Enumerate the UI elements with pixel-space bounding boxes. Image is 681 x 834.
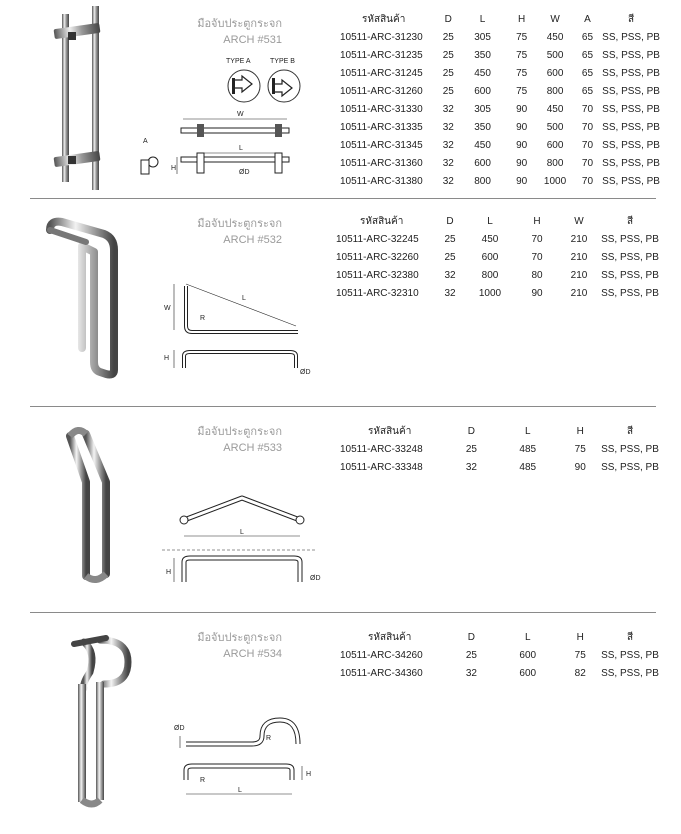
cell-color: SS, PSS, PB — [602, 157, 660, 169]
cell-w: 600 — [546, 139, 564, 151]
product-title-en: ARCH #531 — [223, 34, 282, 46]
table-header-row — [336, 212, 660, 230]
dim-l-label: L — [239, 145, 243, 152]
cell-d: 32 — [465, 461, 477, 473]
cell-d: 32 — [442, 103, 454, 115]
cell-code: 10511-ARC-31330 — [340, 103, 423, 115]
cell-color: SS, PSS, PB — [601, 667, 659, 679]
cell-color: SS, PSS, PB — [602, 139, 660, 151]
table-row — [340, 154, 660, 172]
product-section-arch-531 — [0, 0, 681, 200]
col-header-l: L — [524, 631, 531, 643]
cell-a: 70 — [581, 175, 594, 187]
dimension-drawing-arch-534 — [168, 714, 328, 806]
cell-color: SS, PSS, PB — [602, 85, 660, 97]
cell-color: SS, PSS, PB — [602, 103, 660, 115]
cell-w: 800 — [546, 85, 564, 97]
cell-l: 485 — [519, 461, 537, 473]
product-section-arch-534 — [0, 614, 681, 834]
cell-d: 32 — [465, 667, 477, 679]
col-header-l: L — [524, 425, 531, 437]
product-title-en: ARCH #534 — [223, 648, 282, 660]
handle-photo-arch-532 — [42, 216, 122, 380]
handle-photo-arch-534 — [66, 632, 136, 808]
cell-w: 450 — [546, 31, 564, 43]
cell-h: 90 — [574, 461, 586, 473]
cell-w: 800 — [546, 157, 564, 169]
dim-a-label: A — [143, 138, 148, 145]
dim-l-label: L — [242, 295, 246, 302]
cell-code: 10511-ARC-31245 — [340, 67, 423, 79]
cell-h: 82 — [574, 667, 586, 679]
table-row — [340, 64, 660, 82]
dim-h-label: H — [164, 355, 170, 362]
cell-color: SS, PSS, PB — [602, 121, 660, 133]
cell-d: 25 — [444, 233, 456, 245]
cell-color: SS, PSS, PB — [602, 67, 660, 79]
cell-color: SS, PSS, PB — [601, 251, 659, 263]
cell-w: 600 — [546, 67, 564, 79]
cell-l: 485 — [519, 443, 537, 455]
col-header-a: A — [584, 13, 591, 25]
cell-code: 10511-ARC-34260 — [340, 649, 423, 661]
cell-h: 70 — [531, 233, 543, 245]
dim-r-label-bottom: R — [200, 777, 206, 784]
type-a-label: TYPE A — [226, 58, 251, 65]
cell-color: SS, PSS, PB — [601, 461, 659, 473]
col-header-color: สี — [626, 425, 634, 437]
dim-d-label: ØD — [300, 369, 311, 376]
cell-code: 10511-ARC-31230 — [340, 31, 423, 43]
cell-w: 210 — [570, 269, 588, 281]
table-row — [340, 136, 660, 154]
cell-h: 75 — [516, 31, 528, 43]
cell-a: 70 — [581, 157, 594, 169]
dim-h-label: H — [171, 165, 177, 172]
dimension-drawing-arch-533 — [160, 490, 332, 590]
col-header-h: H — [576, 425, 584, 437]
cell-l: 350 — [474, 49, 491, 61]
product-title-th: มือจับประตูกระจก — [197, 18, 282, 30]
cell-d: 25 — [444, 251, 456, 263]
table-header-row — [340, 10, 660, 28]
product-title-en: ARCH #532 — [223, 234, 282, 246]
cell-h: 90 — [531, 287, 543, 299]
cell-a: 70 — [581, 121, 594, 133]
cell-h: 80 — [531, 269, 543, 281]
cell-d: 32 — [442, 139, 454, 151]
table-row — [340, 172, 660, 190]
dim-l-label: L — [240, 529, 244, 536]
cell-l: 800 — [474, 175, 491, 187]
col-header-d: D — [444, 13, 452, 25]
table-row — [340, 28, 660, 46]
cell-code: 10511-ARC-34360 — [340, 667, 423, 679]
cell-color: SS, PSS, PB — [601, 233, 659, 245]
dim-r-label: R — [200, 315, 206, 322]
cell-h: 70 — [531, 251, 543, 263]
cell-w: 1000 — [543, 175, 567, 187]
cell-h: 75 — [574, 443, 586, 455]
cell-h: 90 — [516, 121, 528, 133]
table-row — [340, 646, 660, 664]
cell-color: SS, PSS, PB — [602, 49, 660, 61]
col-header-d: D — [446, 215, 454, 227]
col-header-h: H — [518, 13, 526, 25]
col-header-w: W — [550, 13, 560, 25]
table-row — [340, 100, 660, 118]
col-header-w: W — [574, 215, 584, 227]
cell-d: 25 — [442, 67, 454, 79]
cell-l: 450 — [474, 139, 491, 151]
cell-l: 305 — [474, 103, 491, 115]
cell-d: 32 — [442, 121, 454, 133]
cell-a: 70 — [581, 139, 594, 151]
cell-code: 10511-ARC-33348 — [340, 461, 423, 473]
cell-h: 75 — [516, 49, 528, 61]
col-header-code: รหัสสินค้า — [368, 631, 412, 643]
col-header-l: L — [487, 215, 493, 227]
cell-color: SS, PSS, PB — [601, 287, 659, 299]
dim-d-label: ØD — [239, 169, 250, 176]
table-row — [340, 458, 660, 476]
col-header-d: D — [467, 631, 475, 643]
cell-w: 210 — [570, 251, 588, 263]
cell-color: SS, PSS, PB — [601, 443, 659, 455]
cell-a: 65 — [581, 67, 594, 79]
table-row — [340, 82, 660, 100]
cell-l: 305 — [474, 31, 491, 43]
cell-l: 600 — [474, 85, 491, 97]
cell-code: 10511-ARC-31360 — [340, 157, 423, 169]
table-row — [340, 440, 660, 458]
handle-photo-arch-531 — [50, 6, 110, 190]
cell-h: 90 — [516, 157, 528, 169]
cell-l: 450 — [481, 233, 499, 245]
table-row — [336, 248, 660, 266]
cell-l: 1000 — [478, 287, 502, 299]
type-b-label: TYPE B — [270, 58, 295, 65]
cell-w: 500 — [546, 49, 564, 61]
spec-table-arch-533 — [340, 422, 660, 476]
cell-color: SS, PSS, PB — [601, 269, 659, 281]
cell-a: 65 — [581, 31, 594, 43]
table-row — [336, 266, 660, 284]
cell-h: 90 — [516, 139, 528, 151]
dim-h-label: H — [306, 771, 312, 778]
product-title-th: มือจับประตูกระจก — [197, 426, 282, 438]
table-row — [340, 664, 660, 682]
cell-h: 90 — [516, 175, 528, 187]
cell-l: 800 — [481, 269, 499, 281]
product-title-en: ARCH #533 — [223, 442, 282, 454]
product-section-arch-533 — [0, 408, 681, 614]
table-header-row — [340, 422, 660, 440]
cell-code: 10511-ARC-31380 — [340, 175, 423, 187]
col-header-h: H — [576, 631, 584, 643]
cell-a: 65 — [581, 85, 594, 97]
cell-color: SS, PSS, PB — [602, 31, 660, 43]
col-header-d: D — [467, 425, 475, 437]
cell-d: 32 — [442, 157, 454, 169]
cell-l: 350 — [474, 121, 491, 133]
dim-d-label: ØD — [174, 725, 185, 732]
spec-table-arch-532 — [336, 212, 660, 302]
cell-l: 450 — [474, 67, 491, 79]
handle-photo-arch-533 — [56, 426, 126, 586]
cell-code: 10511-ARC-31235 — [340, 49, 423, 61]
table-row — [336, 284, 660, 302]
cell-a: 70 — [581, 103, 594, 115]
product-title-th: มือจับประตูกระจก — [197, 632, 282, 644]
table-row — [340, 118, 660, 136]
cell-d: 32 — [442, 175, 454, 187]
dim-r-label-top: R — [266, 735, 272, 742]
cell-w: 210 — [570, 233, 588, 245]
cell-h: 75 — [574, 649, 586, 661]
dim-l-label: L — [238, 787, 242, 794]
dim-w-label: W — [164, 305, 171, 312]
table-row — [340, 46, 660, 64]
cell-w: 210 — [570, 287, 588, 299]
cell-d: 25 — [465, 649, 477, 661]
cell-code: 10511-ARC-33248 — [340, 443, 423, 455]
spec-table-arch-531 — [340, 10, 660, 190]
cell-h: 75 — [516, 67, 528, 79]
cell-code: 10511-ARC-31345 — [340, 139, 423, 151]
cell-d: 25 — [465, 443, 477, 455]
cell-color: SS, PSS, PB — [602, 175, 660, 187]
col-header-code: รหัสสินค้า — [362, 13, 406, 25]
section-divider — [30, 612, 656, 613]
cell-d: 32 — [444, 287, 456, 299]
cell-code: 10511-ARC-32245 — [336, 233, 419, 245]
cell-d: 25 — [442, 85, 454, 97]
dim-h-label: H — [166, 569, 172, 576]
cell-code: 10511-ARC-32310 — [336, 287, 419, 299]
cell-w: 450 — [546, 103, 564, 115]
cell-code: 10511-ARC-32260 — [336, 251, 419, 263]
cell-code: 10511-ARC-31335 — [340, 121, 423, 133]
col-header-color: สี — [626, 631, 634, 643]
cell-l: 600 — [519, 649, 537, 661]
cell-h: 90 — [516, 103, 528, 115]
col-header-code: รหัสสินค้า — [368, 425, 412, 437]
type-diagram-arch-531 — [222, 54, 304, 108]
cell-d: 25 — [442, 31, 454, 43]
col-header-code: รหัสสินค้า — [360, 215, 404, 227]
dim-w-label: W — [237, 111, 244, 118]
section-divider — [30, 406, 656, 407]
cell-code: 10511-ARC-32380 — [336, 269, 419, 281]
col-header-l: L — [479, 13, 486, 25]
dim-d-label: ØD — [310, 575, 321, 582]
dimension-drawing-arch-531 — [135, 108, 315, 188]
product-section-arch-532 — [0, 200, 681, 408]
col-header-color: สี — [628, 13, 635, 25]
table-row — [336, 230, 660, 248]
cell-code: 10511-ARC-31260 — [340, 85, 423, 97]
table-header-row — [340, 628, 660, 646]
cell-d: 25 — [442, 49, 454, 61]
cell-l: 600 — [474, 157, 491, 169]
cell-a: 65 — [581, 49, 594, 61]
section-divider — [30, 198, 656, 199]
col-header-color: สี — [626, 215, 634, 227]
cell-l: 600 — [481, 251, 499, 263]
col-header-h: H — [533, 215, 541, 227]
spec-table-arch-534 — [340, 628, 660, 682]
dimension-drawing-arch-532 — [160, 272, 320, 380]
product-title-th: มือจับประตูกระจก — [197, 218, 282, 230]
cell-h: 75 — [516, 85, 528, 97]
cell-d: 32 — [444, 269, 456, 281]
cell-color: SS, PSS, PB — [601, 649, 659, 661]
cell-w: 500 — [546, 121, 564, 133]
cell-l: 600 — [519, 667, 537, 679]
